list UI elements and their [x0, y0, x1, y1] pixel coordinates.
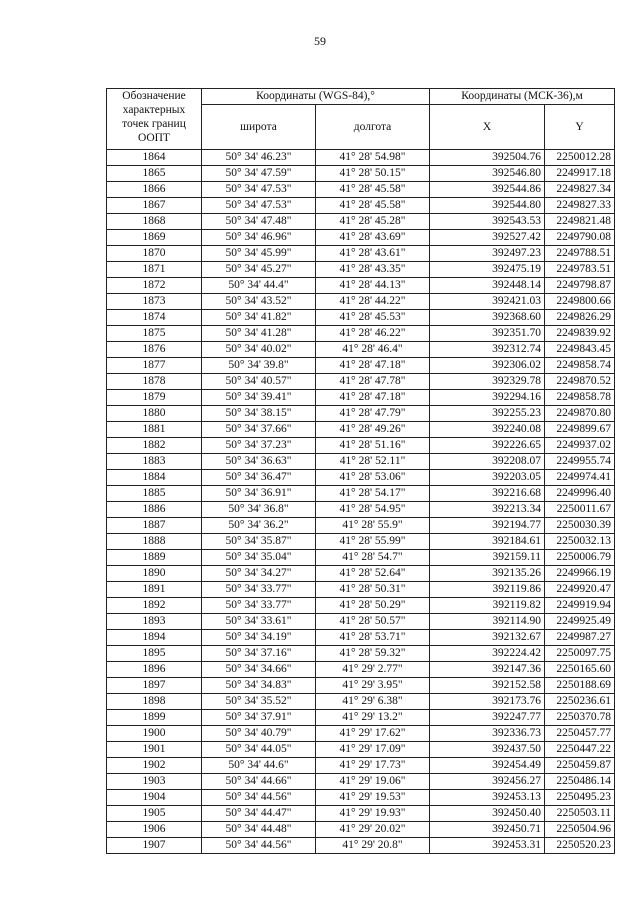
cell-point-number: 1897	[107, 678, 202, 694]
cell-point-number: 1882	[107, 438, 202, 454]
cell-y: 2249858.78	[545, 390, 615, 406]
cell-point-number: 1901	[107, 742, 202, 758]
cell-y: 2250504.96	[545, 822, 615, 838]
cell-y: 2250486.14	[545, 774, 615, 790]
table-row	[107, 694, 615, 710]
cell-y: 2250032.13	[545, 534, 615, 550]
cell-point-number: 1905	[107, 806, 202, 822]
cell-x: 392114.90	[430, 614, 545, 630]
cell-latitude: 50° 34' 40.02"	[202, 342, 316, 358]
cell-y: 2249788.51	[545, 246, 615, 262]
cell-y: 2249966.19	[545, 566, 615, 582]
cell-point-number: 1878	[107, 374, 202, 390]
cell-longitude: 41° 28' 47.78"	[316, 374, 430, 390]
cell-longitude: 41° 29' 19.53"	[316, 790, 430, 806]
cell-latitude: 50° 34' 46.96"	[202, 230, 316, 246]
header-latitude: широта	[202, 105, 316, 150]
cell-y: 2249920.47	[545, 582, 615, 598]
table-row	[107, 502, 615, 518]
header-msk36: Координаты (МСК-36),м	[430, 89, 615, 105]
cell-x: 392546.80	[430, 166, 545, 182]
coordinates-table	[106, 88, 615, 854]
cell-y: 2249843.45	[545, 342, 615, 358]
cell-y: 2250520.23	[545, 838, 615, 854]
cell-longitude: 41° 29' 20.8"	[316, 838, 430, 854]
cell-longitude: 41° 28' 46.22"	[316, 326, 430, 342]
cell-latitude: 50° 34' 34.27"	[202, 566, 316, 582]
cell-latitude: 50° 34' 44.48"	[202, 822, 316, 838]
cell-latitude: 50° 34' 39.41"	[202, 390, 316, 406]
table-header	[107, 89, 615, 150]
table-row	[107, 710, 615, 726]
cell-y: 2250370.78	[545, 710, 615, 726]
table-row	[107, 406, 615, 422]
table-row	[107, 726, 615, 742]
cell-longitude: 41° 28' 50.15"	[316, 166, 430, 182]
cell-point-number: 1867	[107, 198, 202, 214]
cell-latitude: 50° 34' 40.57"	[202, 374, 316, 390]
cell-point-number: 1904	[107, 790, 202, 806]
table-row	[107, 182, 615, 198]
cell-x: 392312.74	[430, 342, 545, 358]
cell-longitude: 41° 28' 47.18"	[316, 358, 430, 374]
table-row	[107, 294, 615, 310]
header-wgs84: Координаты (WGS-84),°	[202, 89, 430, 105]
cell-longitude: 41° 28' 44.13"	[316, 278, 430, 294]
cell-y: 2249974.41	[545, 470, 615, 486]
header-x: X	[430, 105, 545, 150]
table-row	[107, 166, 615, 182]
cell-longitude: 41° 28' 54.95"	[316, 502, 430, 518]
cell-point-number: 1891	[107, 582, 202, 598]
cell-x: 392437.50	[430, 742, 545, 758]
cell-x: 392119.82	[430, 598, 545, 614]
cell-point-number: 1881	[107, 422, 202, 438]
cell-x: 392453.31	[430, 838, 545, 854]
table-row	[107, 310, 615, 326]
table-row	[107, 518, 615, 534]
cell-latitude: 50° 34' 36.8"	[202, 502, 316, 518]
cell-latitude: 50° 34' 35.04"	[202, 550, 316, 566]
cell-longitude: 41° 28' 46.4"	[316, 342, 430, 358]
cell-longitude: 41° 29' 17.73"	[316, 758, 430, 774]
cell-x: 392453.13	[430, 790, 545, 806]
cell-y: 2250459.87	[545, 758, 615, 774]
cell-y: 2250165.60	[545, 662, 615, 678]
cell-longitude: 41° 28' 43.69"	[316, 230, 430, 246]
cell-latitude: 50° 34' 44.56"	[202, 790, 316, 806]
table-row	[107, 646, 615, 662]
table-row	[107, 614, 615, 630]
cell-point-number: 1899	[107, 710, 202, 726]
cell-x: 392450.40	[430, 806, 545, 822]
cell-point-number: 1892	[107, 598, 202, 614]
cell-y: 2249826.29	[545, 310, 615, 326]
cell-point-number: 1874	[107, 310, 202, 326]
cell-longitude: 41° 28' 51.16"	[316, 438, 430, 454]
cell-longitude: 41° 28' 45.58"	[316, 198, 430, 214]
cell-point-number: 1893	[107, 614, 202, 630]
cell-y: 2249987.27	[545, 630, 615, 646]
cell-latitude: 50° 34' 33.77"	[202, 582, 316, 598]
cell-latitude: 50° 34' 45.27"	[202, 262, 316, 278]
cell-x: 392329.78	[430, 374, 545, 390]
table-row	[107, 246, 615, 262]
table-row	[107, 678, 615, 694]
cell-latitude: 50° 34' 36.2"	[202, 518, 316, 534]
cell-point-number: 1889	[107, 550, 202, 566]
cell-x: 392159.11	[430, 550, 545, 566]
cell-latitude: 50° 34' 44.6"	[202, 758, 316, 774]
cell-x: 392203.05	[430, 470, 545, 486]
cell-x: 392216.68	[430, 486, 545, 502]
cell-point-number: 1900	[107, 726, 202, 742]
cell-x: 392213.34	[430, 502, 545, 518]
table-row	[107, 454, 615, 470]
cell-point-number: 1886	[107, 502, 202, 518]
cell-latitude: 50° 34' 47.53"	[202, 182, 316, 198]
cell-y: 2250447.22	[545, 742, 615, 758]
cell-point-number: 1866	[107, 182, 202, 198]
cell-y: 2249937.02	[545, 438, 615, 454]
cell-point-number: 1885	[107, 486, 202, 502]
cell-y: 2249839.92	[545, 326, 615, 342]
cell-y: 2249925.49	[545, 614, 615, 630]
cell-x: 392368.60	[430, 310, 545, 326]
cell-longitude: 41° 28' 45.58"	[316, 182, 430, 198]
page-number: 59	[314, 34, 326, 48]
cell-y: 2250188.69	[545, 678, 615, 694]
cell-y: 2249798.87	[545, 278, 615, 294]
cell-x: 392544.80	[430, 198, 545, 214]
cell-y: 2249827.34	[545, 182, 615, 198]
table-row	[107, 374, 615, 390]
table-row	[107, 566, 615, 582]
table-row	[107, 582, 615, 598]
cell-y: 2249858.74	[545, 358, 615, 374]
cell-latitude: 50° 34' 45.99"	[202, 246, 316, 262]
table-body	[107, 150, 615, 854]
cell-y: 2249790.08	[545, 230, 615, 246]
cell-x: 392152.58	[430, 678, 545, 694]
cell-point-number: 1888	[107, 534, 202, 550]
cell-longitude: 41° 29' 19.93"	[316, 806, 430, 822]
cell-latitude: 50° 34' 34.83"	[202, 678, 316, 694]
cell-x: 392255.23	[430, 406, 545, 422]
cell-longitude: 41° 29' 19.06"	[316, 774, 430, 790]
cell-latitude: 50° 34' 43.52"	[202, 294, 316, 310]
cell-point-number: 1872	[107, 278, 202, 294]
table-row	[107, 358, 615, 374]
cell-longitude: 41° 29' 20.02"	[316, 822, 430, 838]
cell-y: 2250097.75	[545, 646, 615, 662]
cell-latitude: 50° 34' 34.66"	[202, 662, 316, 678]
cell-latitude: 50° 34' 37.91"	[202, 710, 316, 726]
cell-point-number: 1868	[107, 214, 202, 230]
cell-longitude: 41° 28' 50.31"	[316, 582, 430, 598]
header-y: Y	[545, 105, 615, 150]
cell-x: 392132.67	[430, 630, 545, 646]
cell-point-number: 1879	[107, 390, 202, 406]
table-row	[107, 534, 615, 550]
table-row	[107, 262, 615, 278]
table-row	[107, 150, 615, 166]
cell-x: 392527.42	[430, 230, 545, 246]
cell-y: 2249827.33	[545, 198, 615, 214]
cell-x: 392240.08	[430, 422, 545, 438]
cell-x: 392543.53	[430, 214, 545, 230]
cell-x: 392208.07	[430, 454, 545, 470]
cell-latitude: 50° 34' 38.15"	[202, 406, 316, 422]
cell-latitude: 50° 34' 44.4"	[202, 278, 316, 294]
table-row	[107, 214, 615, 230]
cell-y: 2249783.51	[545, 262, 615, 278]
table-row	[107, 550, 615, 566]
cell-longitude: 41° 28' 52.64"	[316, 566, 430, 582]
cell-longitude: 41° 28' 55.9"	[316, 518, 430, 534]
cell-point-number: 1880	[107, 406, 202, 422]
cell-point-number: 1902	[107, 758, 202, 774]
cell-x: 392184.61	[430, 534, 545, 550]
cell-longitude: 41° 28' 45.53"	[316, 310, 430, 326]
cell-point-number: 1869	[107, 230, 202, 246]
cell-longitude: 41° 28' 53.06"	[316, 470, 430, 486]
cell-latitude: 50° 34' 34.19"	[202, 630, 316, 646]
cell-longitude: 41° 29' 3.95"	[316, 678, 430, 694]
cell-point-number: 1871	[107, 262, 202, 278]
cell-x: 392173.76	[430, 694, 545, 710]
cell-latitude: 50° 34' 44.56"	[202, 838, 316, 854]
cell-longitude: 41° 28' 59.32"	[316, 646, 430, 662]
cell-x: 392226.65	[430, 438, 545, 454]
cell-y: 2250503.11	[545, 806, 615, 822]
cell-latitude: 50° 34' 41.28"	[202, 326, 316, 342]
cell-x: 392224.42	[430, 646, 545, 662]
cell-point-number: 1887	[107, 518, 202, 534]
cell-x: 392475.19	[430, 262, 545, 278]
cell-longitude: 41° 29' 13.2"	[316, 710, 430, 726]
cell-x: 392336.73	[430, 726, 545, 742]
cell-latitude: 50° 34' 47.59"	[202, 166, 316, 182]
table-row	[107, 822, 615, 838]
cell-latitude: 50° 34' 37.66"	[202, 422, 316, 438]
cell-y: 2249955.74	[545, 454, 615, 470]
cell-latitude: 50° 34' 36.47"	[202, 470, 316, 486]
cell-longitude: 41° 29' 2.77"	[316, 662, 430, 678]
cell-point-number: 1890	[107, 566, 202, 582]
cell-x: 392456.27	[430, 774, 545, 790]
cell-x: 392147.36	[430, 662, 545, 678]
cell-longitude: 41° 28' 52.11"	[316, 454, 430, 470]
cell-latitude: 50° 34' 47.48"	[202, 214, 316, 230]
cell-point-number: 1877	[107, 358, 202, 374]
cell-point-number: 1876	[107, 342, 202, 358]
table-row	[107, 390, 615, 406]
cell-latitude: 50° 34' 35.87"	[202, 534, 316, 550]
cell-y: 2249917.18	[545, 166, 615, 182]
cell-latitude: 50° 34' 33.77"	[202, 598, 316, 614]
cell-x: 392194.77	[430, 518, 545, 534]
cell-latitude: 50° 34' 44.05"	[202, 742, 316, 758]
table-row	[107, 422, 615, 438]
table-row	[107, 758, 615, 774]
cell-y: 2250457.77	[545, 726, 615, 742]
table-row	[107, 742, 615, 758]
cell-x: 392504.76	[430, 150, 545, 166]
cell-point-number: 1896	[107, 662, 202, 678]
cell-longitude: 41° 29' 6.38"	[316, 694, 430, 710]
cell-longitude: 41° 28' 47.79"	[316, 406, 430, 422]
cell-latitude: 50° 34' 33.61"	[202, 614, 316, 630]
cell-longitude: 41° 29' 17.62"	[316, 726, 430, 742]
cell-y: 2250495.23	[545, 790, 615, 806]
cell-latitude: 50° 34' 41.82"	[202, 310, 316, 326]
table-row	[107, 598, 615, 614]
cell-longitude: 41° 28' 45.28"	[316, 214, 430, 230]
cell-longitude: 41° 28' 55.99"	[316, 534, 430, 550]
cell-y: 2250236.61	[545, 694, 615, 710]
cell-y: 2249899.67	[545, 422, 615, 438]
cell-x: 392135.26	[430, 566, 545, 582]
cell-point-number: 1870	[107, 246, 202, 262]
cell-longitude: 41° 28' 50.29"	[316, 598, 430, 614]
cell-y: 2250006.79	[545, 550, 615, 566]
cell-latitude: 50° 34' 39.8"	[202, 358, 316, 374]
cell-point-number: 1907	[107, 838, 202, 854]
cell-point-number: 1895	[107, 646, 202, 662]
cell-point-number: 1865	[107, 166, 202, 182]
cell-y: 2250012.28	[545, 150, 615, 166]
table-row	[107, 630, 615, 646]
cell-longitude: 41° 28' 44.22"	[316, 294, 430, 310]
cell-x: 392544.86	[430, 182, 545, 198]
cell-point-number: 1884	[107, 470, 202, 486]
cell-y: 2249821.48	[545, 214, 615, 230]
cell-latitude: 50° 34' 46.23"	[202, 150, 316, 166]
cell-longitude: 41° 28' 47.18"	[316, 390, 430, 406]
table-row	[107, 342, 615, 358]
cell-x: 392454.49	[430, 758, 545, 774]
cell-latitude: 50° 34' 40.79"	[202, 726, 316, 742]
cell-latitude: 50° 34' 44.66"	[202, 774, 316, 790]
cell-x: 392119.86	[430, 582, 545, 598]
cell-point-number: 1875	[107, 326, 202, 342]
cell-x: 392421.03	[430, 294, 545, 310]
table-row	[107, 438, 615, 454]
cell-y: 2250011.67	[545, 502, 615, 518]
cell-longitude: 41° 28' 54.17"	[316, 486, 430, 502]
table-row	[107, 230, 615, 246]
cell-point-number: 1894	[107, 630, 202, 646]
table-row	[107, 838, 615, 854]
cell-x: 392448.14	[430, 278, 545, 294]
cell-longitude: 41° 28' 43.35"	[316, 262, 430, 278]
table-row	[107, 278, 615, 294]
cell-longitude: 41° 28' 53.71"	[316, 630, 430, 646]
cell-x: 392351.70	[430, 326, 545, 342]
cell-x: 392294.16	[430, 390, 545, 406]
cell-latitude: 50° 34' 44.47"	[202, 806, 316, 822]
cell-latitude: 50° 34' 36.91"	[202, 486, 316, 502]
table-row	[107, 198, 615, 214]
cell-latitude: 50° 34' 36.63"	[202, 454, 316, 470]
cell-y: 2250030.39	[545, 518, 615, 534]
cell-x: 392247.77	[430, 710, 545, 726]
table-row	[107, 806, 615, 822]
cell-point-number: 1906	[107, 822, 202, 838]
table-row	[107, 790, 615, 806]
table-row	[107, 774, 615, 790]
cell-latitude: 50° 34' 37.23"	[202, 438, 316, 454]
cell-latitude: 50° 34' 37.16"	[202, 646, 316, 662]
header-point-designation: Обозначение характерных точек границ ООПТ	[107, 89, 202, 150]
cell-latitude: 50° 34' 35.52"	[202, 694, 316, 710]
cell-point-number: 1898	[107, 694, 202, 710]
cell-longitude: 41° 28' 54.98"	[316, 150, 430, 166]
cell-longitude: 41° 28' 50.57"	[316, 614, 430, 630]
cell-point-number: 1864	[107, 150, 202, 166]
cell-y: 2249800.66	[545, 294, 615, 310]
cell-longitude: 41° 28' 49.26"	[316, 422, 430, 438]
header-longitude: долгота	[316, 105, 430, 150]
cell-x: 392497.23	[430, 246, 545, 262]
cell-y: 2249870.52	[545, 374, 615, 390]
cell-y: 2249870.80	[545, 406, 615, 422]
cell-x: 392306.02	[430, 358, 545, 374]
table-row	[107, 470, 615, 486]
cell-point-number: 1873	[107, 294, 202, 310]
cell-point-number: 1903	[107, 774, 202, 790]
cell-latitude: 50° 34' 47.53"	[202, 198, 316, 214]
table-row	[107, 662, 615, 678]
table-row	[107, 486, 615, 502]
cell-longitude: 41° 28' 54.7"	[316, 550, 430, 566]
cell-point-number: 1883	[107, 454, 202, 470]
table-row	[107, 326, 615, 342]
cell-y: 2249996.40	[545, 486, 615, 502]
cell-x: 392450.71	[430, 822, 545, 838]
cell-y: 2249919.94	[545, 598, 615, 614]
cell-longitude: 41° 29' 17.09"	[316, 742, 430, 758]
cell-longitude: 41° 28' 43.61"	[316, 246, 430, 262]
